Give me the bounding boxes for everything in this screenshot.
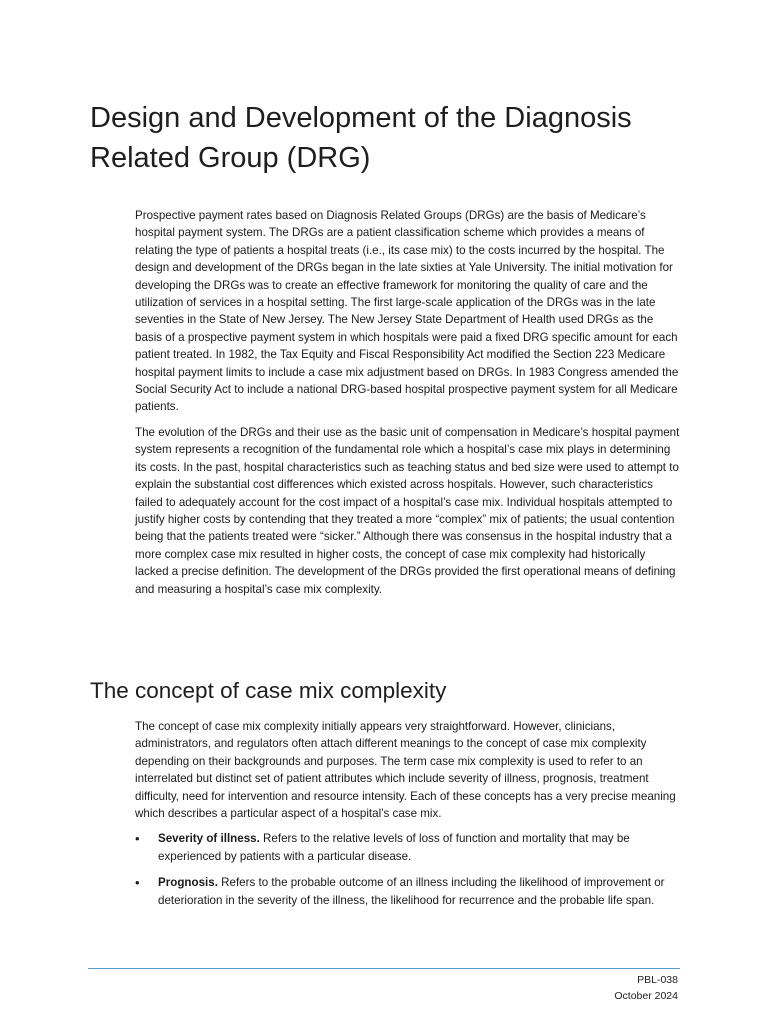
intro-section	[135, 207, 680, 606]
intro-paragraph-2: The evolution of the DRGs and their use as the basic unit of compensation in Medicare’s hospital payment system represents a recognition of the fundamental role which a hospital’s case mix plays in determining its costs. In the past, hospital characteristics such as teaching status and bed size were used to attempt to explain the substantial cost differences which existed across hospitals. However, such characteristics failed to adequately account for the cost impact of a hospital’s case mix. Individual hospitals attempted to justify higher costs by contending that they treated a more “complex” mix of patients; the usual contention being that the patients treated were “sicker.” Although there was consensus in the hospital industry that a more complex case mix resulted in higher costs, the concept of case mix complexity had historically lacked a precise definition. The development of the DRGs provided the first operational means of defining and measuring a hospital’s case mix complexity.	[135, 425, 680, 596]
page-footer	[614, 972, 678, 1004]
document-id: PBL-038	[637, 974, 678, 986]
case-mix-section	[135, 718, 680, 918]
page-title: Design and Development of the Diagnosis Related Group (DRG)	[90, 102, 632, 174]
bullet-term: Prognosis.	[158, 876, 218, 890]
document-date: October 2024	[614, 990, 678, 1002]
list-item	[135, 830, 680, 865]
section-paragraph: The concept of case mix complexity initially appears very straightforward. However, clinicians, administrators, and regulators often attach different meanings to the concept of case mix complexity depending on their backgrounds and purposes. The term case mix complexity is used to refer to an interrelated but distinct set of patient attributes which include severity of illness, prognosis, treatment difficulty, need for intervention and resource intensity. Each of these concepts has a very precise meaning which describes a particular aspect of a hospital’s case mix.	[135, 720, 676, 821]
bullet-text: Refers to the relative levels of loss of function and mortality that may be experienced by patients with a particular disease.	[158, 832, 630, 863]
bullet-icon: •	[135, 875, 140, 891]
bullet-icon: •	[135, 831, 140, 847]
section-heading: The concept of case mix complexity	[90, 678, 447, 703]
bullet-term: Severity of illness.	[158, 832, 260, 846]
footer-divider	[88, 968, 680, 969]
intro-paragraph-1: Prospective payment rates based on Diagnosis Related Groups (DRGs) are the basis of Medicare’s hospital payment system. The DRGs are a patient classification scheme which provides a means of relating the type of patients a hospital treats (i.e., its case mix) to the costs incurred by the hospital. The design and development of the DRGs began in the late sixties at Yale University. The initial motivation for developing the DRGs was to create an effective framework for monitoring the quality of care and the utilization of services in a hospital setting. The first large-scale application of the DRGs was in the late seventies in the State of New Jersey. The New Jersey State Department of Health used DRGs as the basis of a prospective payment system in which hospitals were paid a fixed DRG specific amount for each patient treated. In 1982, the Tax Equity and Fiscal Responsibility Act modified the Section 223 Medicare hospital payment limits to include a case mix adjustment based on DRGs. In 1983 Congress amended the Social Security Act to include a national DRG-based hospital prospective payment system for all Medicare patients.	[135, 209, 679, 414]
list-item	[135, 874, 680, 909]
bullet-text: Refers to the probable outcome of an illness including the likelihood of improvement or deterioration in the severity of the illness, the likelihood for recurrence and the probable life span.	[158, 876, 665, 907]
bullet-list	[135, 830, 680, 909]
